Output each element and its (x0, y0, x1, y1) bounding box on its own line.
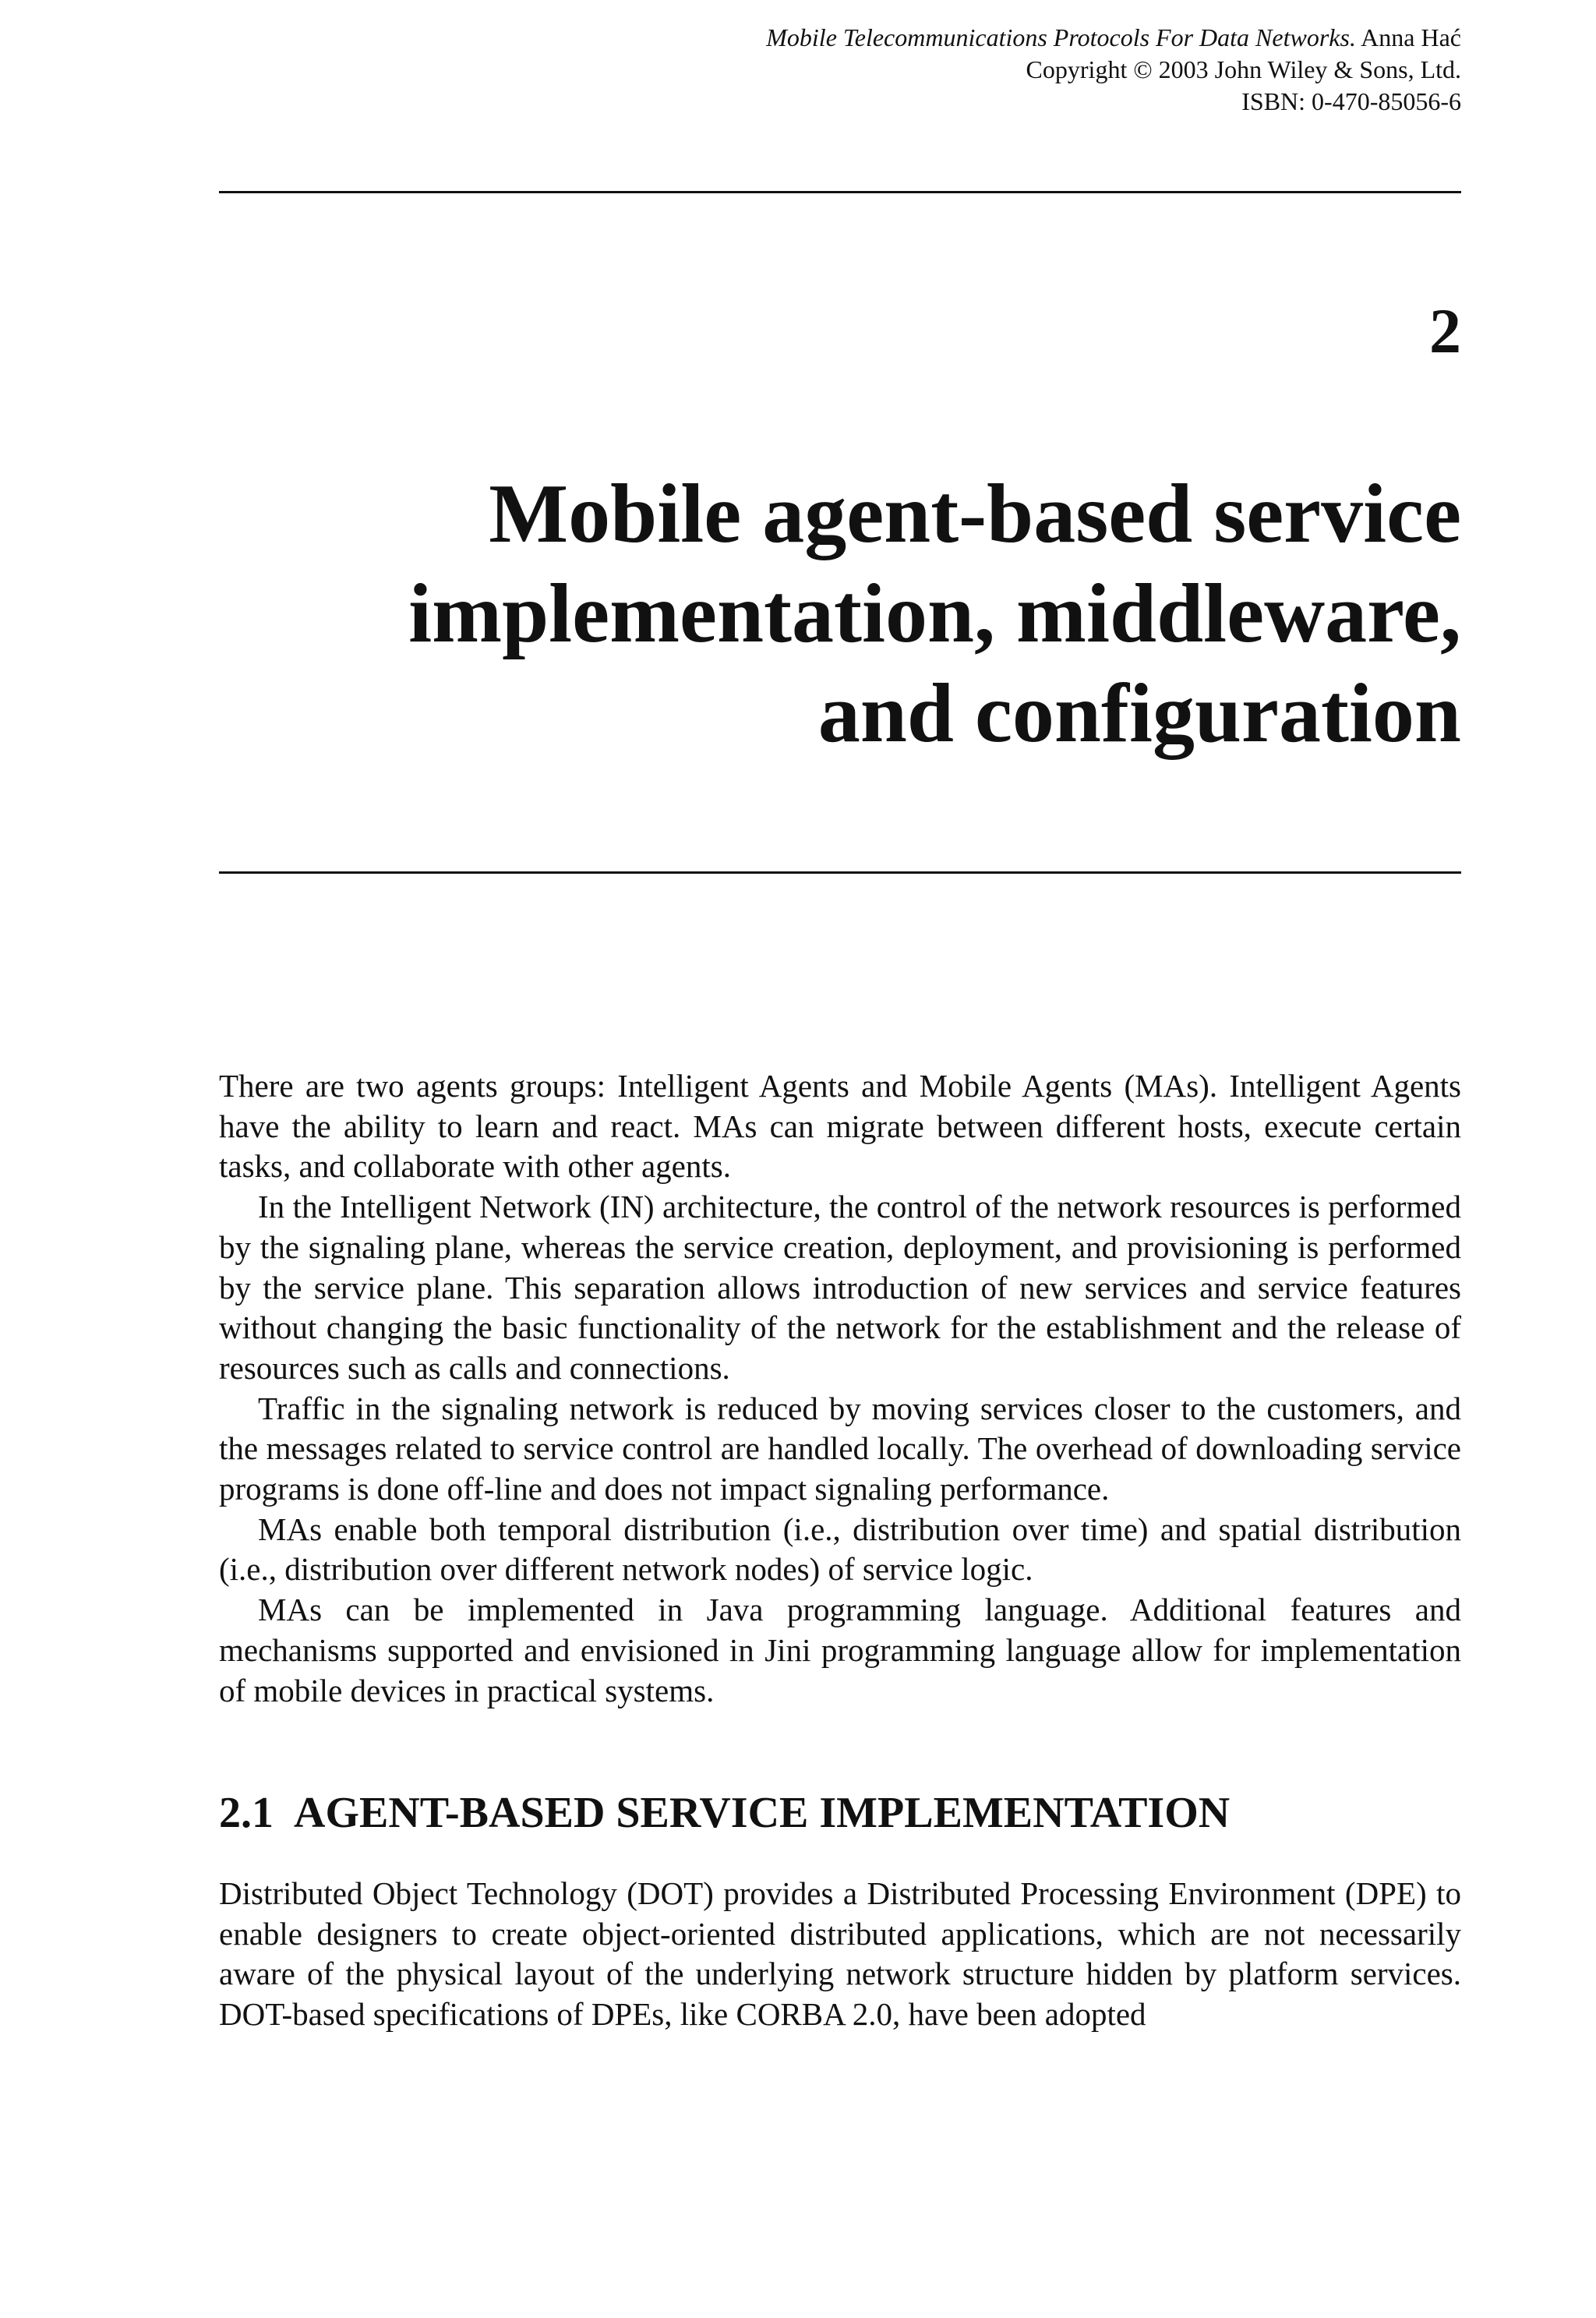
intro-paragraph: MAs can be implemented in Java programming language. Additional features and mechanisms supported and envisioned in Jini programming language allow for implementation of mobile devices in practical systems. (219, 1592, 1461, 1708)
chapter-title (292, 465, 1461, 764)
section-text (219, 1874, 1461, 2035)
section-title: AGENT-BASED SERVICE IMPLEMENTATION (294, 1789, 1231, 1837)
intro-paragraph: Traffic in the signaling network is reduced by moving services closer to the customers, and the messages related to service control are handled locally. The overhead of downloading service programs is done off-line and does not impact signaling performance. (219, 1390, 1461, 1507)
section-paragraph: Distributed Object Technology (DOT) provides a Distributed Processing Environment (DPE) to enable designers to create object-oriented distributed applications, which are not necessarily aware of the physical layout of the underlying network structure hidden by platform services. DOT-based specifications of DPEs, like CORBA 2.0, have been adopted (219, 1875, 1461, 2033)
intro-paragraph: In the Intelligent Network (IN) architecture, the control of the network resources is performed by the signaling plane, whereas the service creation, deployment, and provisioning is performed by the service plane. This separation allows introduction of new services and service features without changing the basic functionality of the network for the establishment and the release of resources such as calls and connections. (219, 1189, 1461, 1386)
intro-paragraph: There are two agents groups: Intelligent Agents and Mobile Agents (MAs). Intelligent Agents have the ability to learn and react. MAs can migrate between different hosts, execute certain tasks, and collaborate with other agents. (219, 1068, 1461, 1185)
book-author: Anna Hać (1355, 23, 1461, 51)
copyright-line: Copyright © 2003 John Wiley & Sons, Ltd. (1026, 55, 1461, 83)
book-citation-line (526, 22, 1461, 54)
chapter-number: 2 (1429, 295, 1461, 366)
section-heading (219, 1788, 1230, 1838)
intro-paragraph: MAs enable both temporal distribution (i.e., distribution over time) and spatial distribution (i.e., distribution over different network nodes) of service logic. (219, 1511, 1461, 1588)
chapter-title-line: and configuration (817, 667, 1461, 760)
intro-text (219, 1066, 1461, 1711)
section-number: 2.1 (219, 1789, 274, 1837)
top-divider-rule (219, 191, 1461, 193)
book-title: Mobile Telecommunications Protocols For Data Networks. (766, 23, 1356, 51)
chapter-title-line: implementation, middleware, (408, 567, 1461, 660)
isbn-line: ISBN: 0-470-85056-6 (1241, 87, 1461, 115)
bottom-divider-rule (219, 871, 1461, 874)
running-header (526, 22, 1461, 118)
chapter-title-line: Mobile agent-based service (489, 468, 1461, 560)
